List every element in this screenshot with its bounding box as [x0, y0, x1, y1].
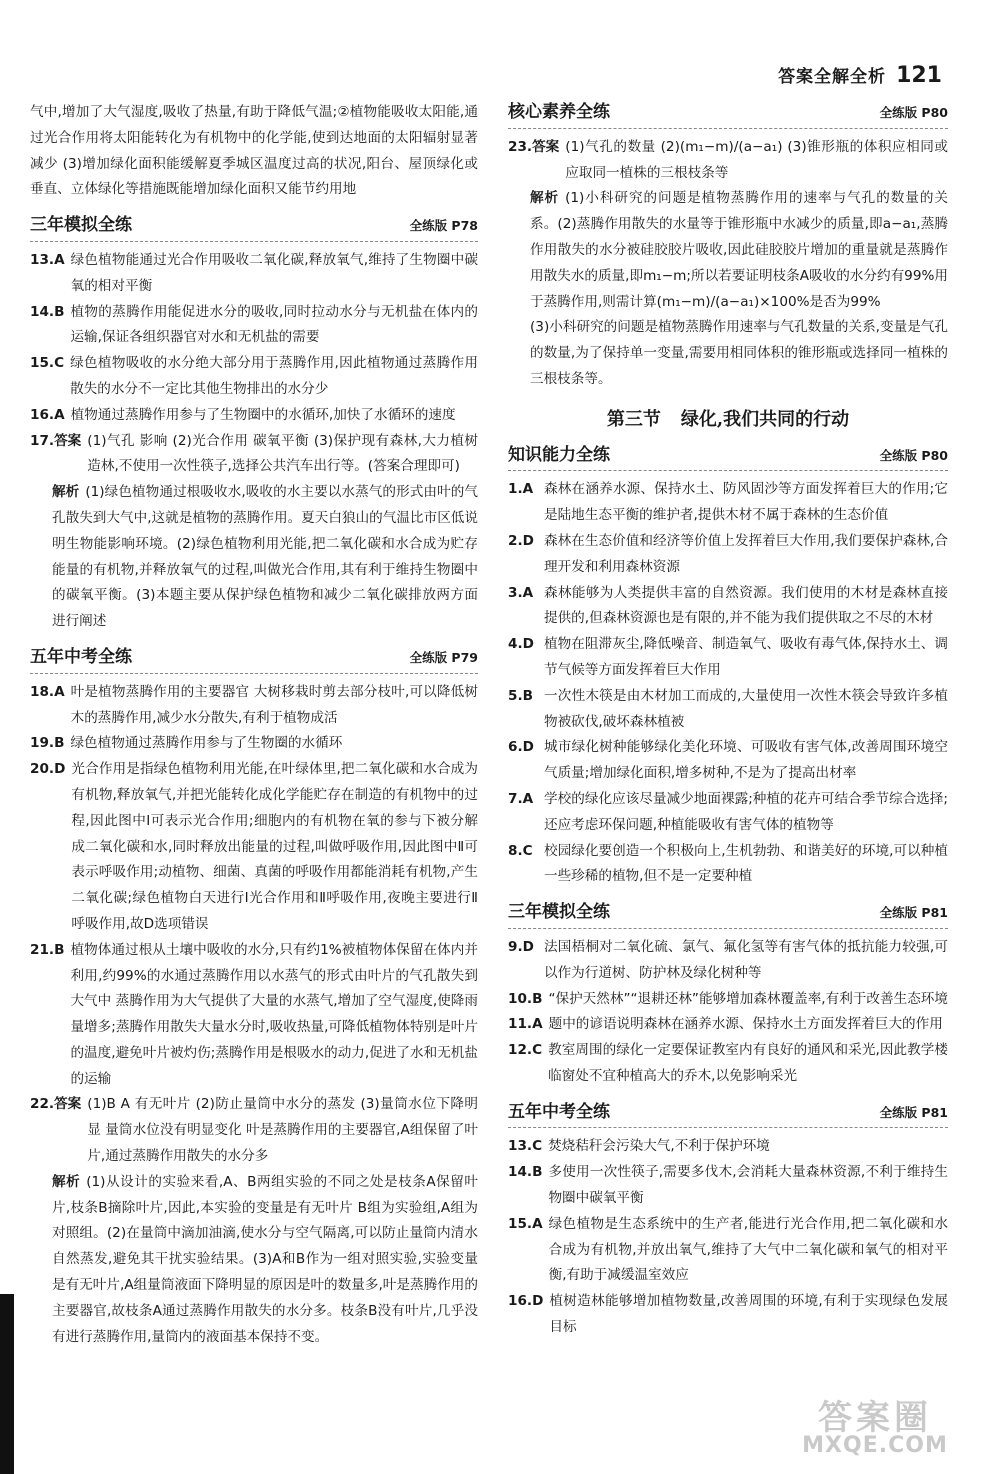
answer-text: (1)气孔的数量 (2)(m₁−m)/(a−a₁) (3)锥形瓶的体积应相同或应取同一植株的三根枝条等 [565, 138, 948, 181]
answer-text: 绿色植物能通过光合作用吸收二氧化碳,释放氧气,维持了生物圈中碳氧的相对平衡 [70, 251, 478, 294]
section-title: 核心素养全练 [508, 102, 610, 122]
answer-number: 16.D [508, 1293, 544, 1310]
answer-text: 教室周围的绿化一定要保证教室内有良好的通风和采光,因此教学楼临窗处不宜种植高大的乔木,以免影响采光 [548, 1042, 948, 1084]
answer-number: 14.B [30, 303, 65, 320]
answer-text: 校园绿化要创造一个积极向上,生机勃勃、和谐美好的环境,可以种植一些珍稀的植物,但不是一定要种植 [544, 842, 948, 885]
answer-text: 森林能够为人类提供丰富的自然资源。我们使用的木材是森林直接提供的,但森林资源也是有限的,并不能为我们提供取之不尽的木材 [544, 584, 948, 627]
page-header [778, 62, 942, 88]
answer-number: 13.C [508, 1138, 543, 1155]
analysis-label: 解析 [52, 1173, 81, 1190]
section-title: 五年中考全练 [30, 646, 132, 667]
answer-item [30, 1092, 478, 1169]
page-edge-bar [0, 1294, 14, 1474]
answer-text: 焚烧秸秆会污染大气,不利于保护环境 [548, 1138, 770, 1155]
answer-text: 学校的绿化应该尽量减少地面裸露;种植的花卉可结合季节综合选择;还应考虑环保问题,种植能吸收有害气体的植物等 [544, 790, 948, 833]
answer-number: 7.A [508, 790, 534, 807]
answer-text: 法国梧桐对二氧化硫、氯气、氟化氢等有害气体的抵抗能力较强,可以作为行道树、防护林及绿化树种等 [544, 938, 948, 981]
watermark-text: 答案圈 [818, 1398, 932, 1438]
answer-number: 10.B [508, 990, 543, 1007]
answer-text: 一次性木筷是由木材加工而成的,大量使用一次性木筷会导致许多植物被砍伐,破坏森林植被 [544, 687, 948, 730]
answer-number: 3.A [508, 584, 534, 601]
answer-text: 绿色植物吸收的水分绝大部分用于蒸腾作用,因此植物通过蒸腾作用散失的水分不一定比其他生物排出的水分少 [70, 355, 478, 397]
answer-item [508, 684, 948, 736]
answer-item [30, 403, 478, 429]
section-header [508, 1100, 948, 1129]
analysis-label: 解析 [52, 484, 80, 501]
answer-item [30, 757, 478, 938]
answer-item [30, 731, 478, 757]
analysis-text: (1)小科研究的问题是植物蒸腾作用的速率与气孔的数量的关系。(2)蒸腾作用散失的水量等于锥形瓶中水减少的质量,即a−a₁,蒸腾作用散失的水分被硅胶胶片吸收,因此硅胶胶片增加的重量就是蒸腾作用散失水的质量,即m₁−m;所以若要证明枝条A吸收的水分约有99%用于蒸腾作用,则需计算(m₁−m)/(a−a₁)×100%是否为99% [530, 190, 948, 310]
answer-number: 17.答案 [30, 432, 82, 449]
answer-item [508, 632, 948, 684]
answer-number: 14.B [508, 1164, 543, 1181]
page-number: 121 [896, 63, 942, 88]
right-column [508, 100, 948, 1341]
answer-item [508, 477, 948, 529]
answer-text: 植树造林能够增加植物数量,改善周围的环境,有利于实现绿色发展目标 [549, 1293, 948, 1336]
watermark-url: MXQE.COM [802, 1433, 948, 1458]
answer-text: 叶是植物蒸腾作用的主要器官 大树移栽时剪去部分枝叶,可以降低树木的蒸腾作用,减少水分散失,有利于植物成活 [70, 683, 478, 726]
answer-item [30, 351, 478, 403]
analysis-label: 解析 [530, 190, 560, 207]
answer-number: 4.D [508, 636, 534, 653]
watermark-logo [780, 1390, 970, 1458]
answer-text: 城市绿化树种能够绿化美化环境、可吸收有害气体,改善周围环境空气质量;增加绿化面积,增多树种,不是为了提高出材率 [544, 739, 948, 782]
answer-text: 植物在阻滞灰尘,降低噪音、制造氧气、吸收有毒气体,保持水土、调节气候等方面发挥着巨大作用 [544, 636, 948, 678]
chapter-title: 绿化,我们共同的行动 [680, 408, 850, 430]
answer-item [30, 680, 478, 732]
answer-number: 23.答案 [508, 138, 560, 155]
answer-item [508, 1289, 948, 1341]
answer-item [508, 581, 948, 633]
answer-item [508, 735, 948, 787]
section-title: 五年中考全练 [508, 1101, 610, 1122]
answer-number: 19.B [30, 735, 65, 752]
answer-text: 森林在涵养水源、保持水土、防风固沙等方面发挥着巨大的作用;它是陆地生态平衡的维护者,提供木材不属于森林的生态价值 [544, 481, 948, 524]
answer-number: 11.A [508, 1016, 543, 1033]
analysis-text: (1)从设计的实验来看,A、B两组实验的不同之处是枝条A保留叶片,枝条B摘除叶片,因此,本实验的变量是有无叶片 B组为实验组,A组为对照组。(2)在量筒中滴加油滴,使水分与空气隔离,可以防止量筒内清水自然蒸发,避免其干扰实验结果。(3)A和B作为一组对照实验,实验变量是有无叶片,A组量筒液面下降明显的原因是叶的数量多,叶是蒸腾作用的主要器官,故枝条A通过蒸腾作用散失的水分多。枝条B没有叶片,几乎没有进行蒸腾作用,量筒内的液面基本保持不变。 [52, 1173, 479, 1345]
section-ref: 全练版 P80 [879, 105, 948, 120]
answer-number: 5.B [508, 687, 533, 704]
answer-item [508, 1134, 948, 1160]
section-ref: 全练版 P81 [879, 1104, 948, 1120]
answer-text: (1)气孔 影响 (2)光合作用 碳氧平衡 (3)保护现有森林,大力植树造林,不使用一次性筷子,选择公共汽车出行等。(答案合理即可) [87, 432, 478, 475]
answer-text: 植物的蒸腾作用能促进水分的吸收,同时拉动水分与无机盐在体内的运输,保证各组织器官对水和无机盐的需要 [70, 303, 478, 346]
section-ref: 全练版 P81 [879, 905, 948, 921]
answer-item [30, 248, 478, 300]
section-header [508, 443, 948, 472]
answer-item [508, 935, 948, 987]
answer-item [508, 787, 948, 839]
section-header [30, 213, 478, 242]
answer-number: 18.A [30, 683, 65, 700]
answer-number: 8.C [508, 842, 533, 859]
chapter-section: 第三节 [606, 408, 661, 430]
section-ref: 全练版 P78 [409, 218, 478, 234]
section-title: 知识能力全练 [508, 444, 610, 465]
left-column [30, 100, 478, 1350]
section-header [508, 900, 948, 929]
answer-number: 9.D [508, 938, 534, 955]
section-ref: 全练版 P80 [879, 447, 948, 463]
answer-number: 20.D [30, 761, 66, 778]
analysis-paragraph [52, 480, 478, 635]
answer-item [508, 1160, 948, 1212]
answer-text: 植物体通过根从土壤中吸收的水分,只有约1%被植物体保留在体内并利用,约99%的水通过蒸腾作用以水蒸气的形式由叶片的气孔散失到大气中 蒸腾作用为大气提供了大量的水蒸气,增加了空气湿度,使降雨量增多;蒸腾作用散失大量水分时,吸收热量,可降低植物体特别是叶片的温度,避免叶片被灼伤;蒸腾作用是根吸水的动力,促进了水和无机盐的运输 [70, 941, 478, 1087]
analysis-paragraph [530, 186, 948, 315]
section-title: 三年模拟全练 [508, 902, 610, 923]
answer-number: 15.A [508, 1215, 543, 1232]
answer-text: 森林在生态价值和经济等价值上发挥着巨大作用,我们要保护森林,合理开发和利用森林资源 [544, 532, 948, 575]
answer-text: (1)B A 有无叶片 (2)防止量筒中水分的蒸发 (3)量筒水位下降明显 量筒水位没有明显变化 叶是蒸腾作用的主要器官,A组保留了叶片,通过蒸腾作用散失的水分多 [87, 1096, 478, 1165]
answer-item [508, 1012, 948, 1038]
answer-text: 绿色植物通过蒸腾作用参与了生物圈的水循环 [70, 735, 343, 752]
answer-number: 21.B [30, 941, 65, 958]
answer-text: “保护天然林”“退耕还林”能够增加森林覆盖率,有利于改善生态环境 [548, 990, 948, 1007]
answer-number: 1.A [508, 481, 534, 498]
answer-item [508, 987, 948, 1013]
answer-text: 植物通过蒸腾作用参与了生物圈中的水循环,加快了水循环的速度 [70, 406, 456, 423]
answer-number: 6.D [508, 739, 534, 756]
answer-text: 题中的谚语说明森林在涵养水源、保持水土方面发挥着巨大的作用 [548, 1016, 943, 1033]
answer-item [508, 1212, 948, 1289]
answer-number: 13.A [30, 251, 65, 268]
answer-item [508, 529, 948, 581]
section-header [30, 645, 478, 674]
answer-text: 光合作用是指绿色植物利用光能,在叶绿体里,把二氧化碳和水合成为有机物,释放氧气,并把光能转化成化学能贮存在制造的有机物中的过程,因此图中Ⅰ可表示光合作用;细胞内的有机物在氧的参与下被分解成二氧化碳和水,同时释放出能量的过程,叫做呼吸作用,因此图中Ⅱ可表示呼吸作用;动植物、细菌、真菌的呼吸作用都能消耗有机物,产生二氧化碳;绿色植物白天进行Ⅰ光合作用和Ⅱ呼吸作用,夜晚主要进行Ⅱ呼吸作用,故D选项错误 [71, 761, 478, 932]
answer-text: 绿色植物是生态系统中的生产者,能进行光合作用,把二氧化碳和水合成为有机物,并放出氧气,维持了大气中二氧化碳和氧气的相对平衡,有助于减缓温室效应 [548, 1215, 948, 1284]
section-header [508, 100, 948, 129]
answer-item [508, 135, 948, 187]
answer-item [508, 1038, 948, 1090]
analysis-paragraph-2: (3)小科研究的问题是植物蒸腾作用速率与气孔数量的关系,变量是气孔的数量,为了保持单一变量,需要用相同体积的锥形瓶或选择同一植株的三根枝条等。 [530, 319, 948, 387]
answer-number: 22.答案 [30, 1096, 82, 1113]
answer-item [508, 839, 948, 891]
answer-number: 16.A [30, 406, 65, 423]
analysis-text: (1)绿色植物通过根吸收水,吸收的水主要以水蒸气的形式由叶的气孔散失到大气中,这就是植物的蒸腾作用。夏天白狼山的气温比市区低说明生物能影响环境。(2)绿色植物利用光能,把二氧化碳和水合成为贮存能量的有机物,并释放氧气的过程,叫做光合作用,其有利于维持生物圈中的碳氧平衡。(3)本题主要从保护绿色植物和减少二氧化碳排放两方面进行阐述 [52, 484, 479, 630]
section-title: 三年模拟全练 [30, 215, 132, 236]
answer-text: 多使用一次性筷子,需要多伐木,会消耗大量森林资源,不利于维持生物圈中碳氧平衡 [548, 1164, 948, 1207]
chapter-heading [508, 407, 948, 433]
answer-number: 2.D [508, 532, 534, 549]
section-ref: 全练版 P79 [409, 649, 478, 665]
answer-item [30, 938, 478, 1093]
answer-item [30, 300, 478, 352]
analysis-paragraph [52, 1170, 478, 1351]
answer-item [30, 429, 478, 481]
answer-number: 15.C [30, 355, 65, 372]
intro-paragraph: 气中,增加了大气湿度,吸收了热量,有助于降低气温;②植物能吸收太阳能,通过光合作用将太阳能转化为有机物中的化学能,使到达地面的太阳辐射显著减少 (3)增加绿化面积能缓解夏季城区温度过高的状况,阳台、屋顶绿化或垂直、立体绿化等措施既能增加绿化面积又能节约用地 [30, 104, 478, 198]
header-title: 答案全解全析 [778, 67, 887, 87]
answer-number: 12.C [508, 1042, 543, 1059]
